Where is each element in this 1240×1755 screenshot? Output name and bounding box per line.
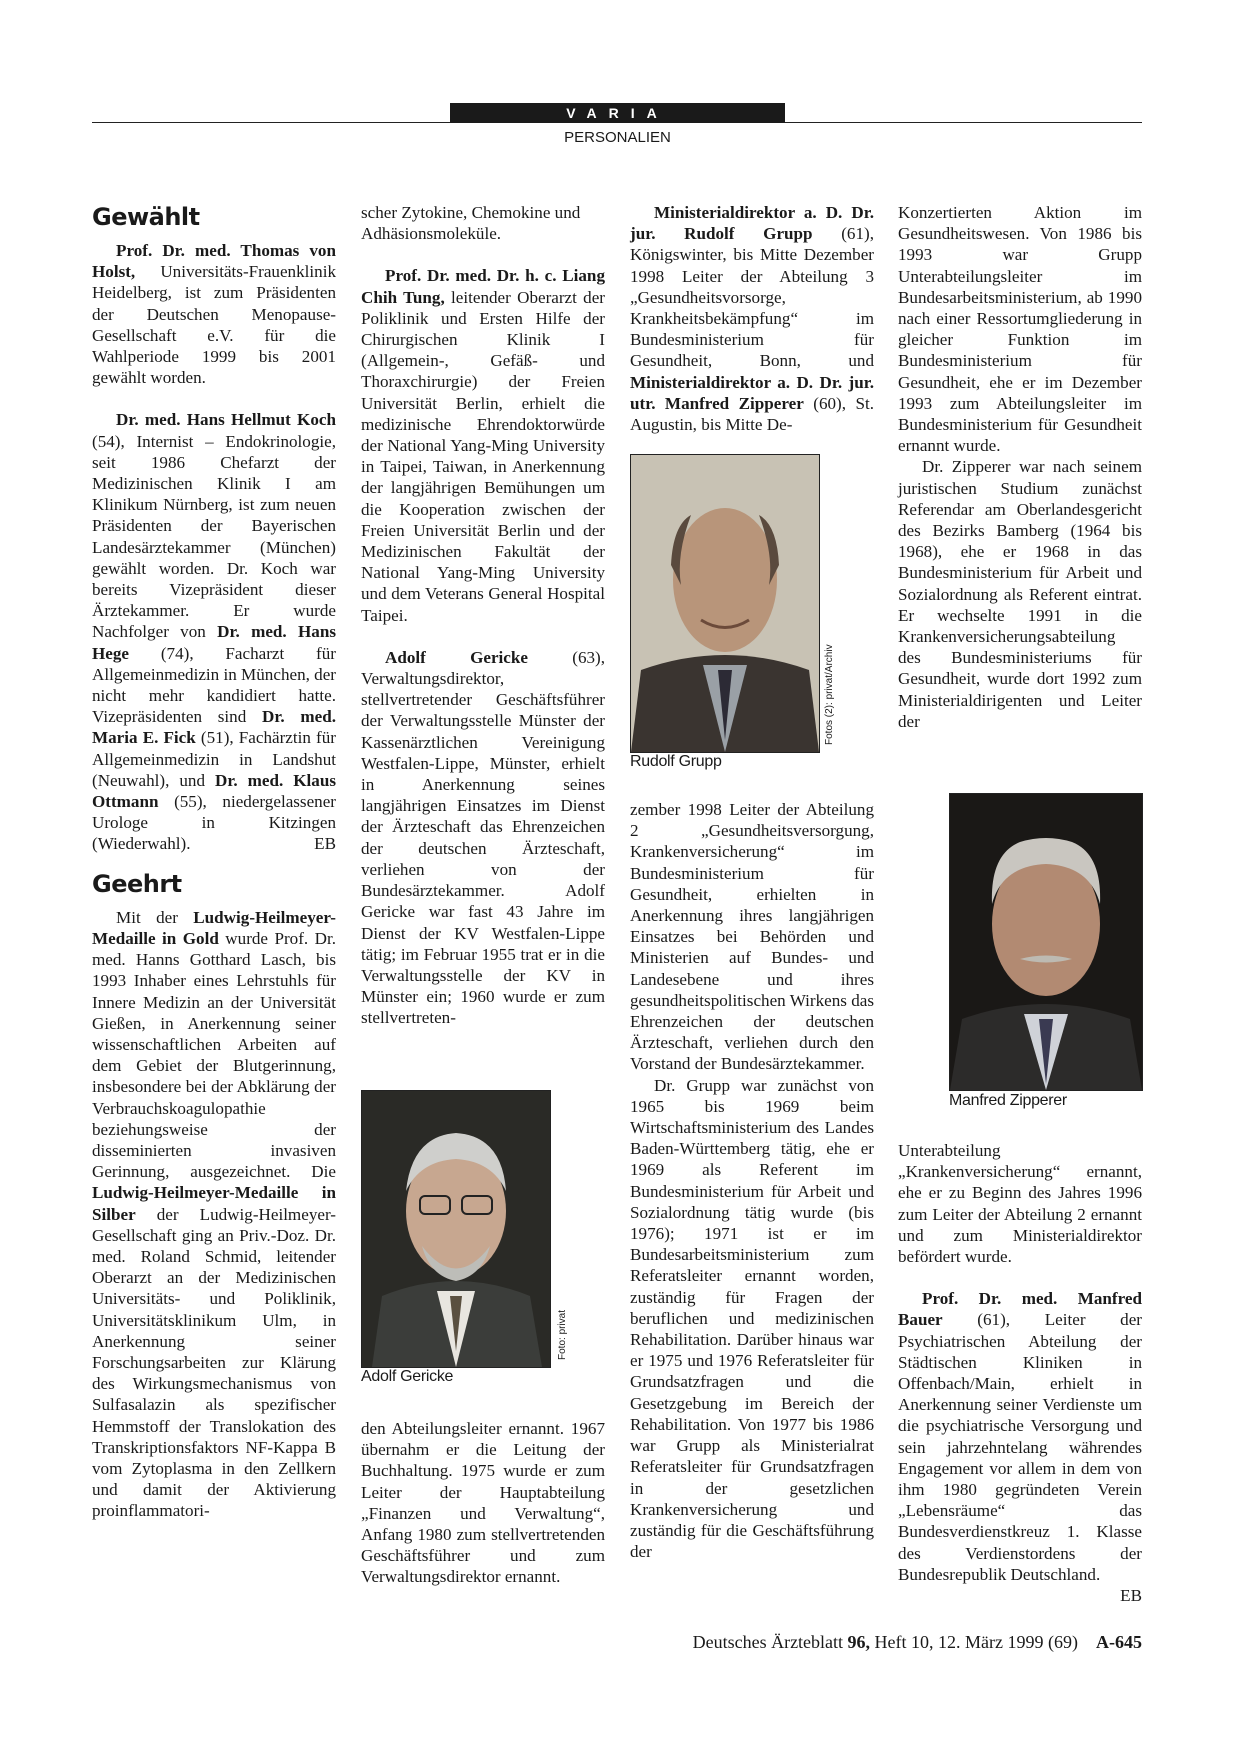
caption-rudolf-grupp: Rudolf Grupp	[630, 753, 722, 770]
column-4-continued	[898, 1140, 1142, 1606]
photo-rudolf-grupp	[630, 454, 820, 753]
author-initials-2: EB	[1120, 1586, 1142, 1606]
column-2-continued	[361, 1418, 605, 1588]
paragraph-grupp-career: Dr. Grupp war zunächst von 1965 bis 1969 beim Wirtschaftsministerium des Landes Baden-Württemberg tätig, ehe er 1969 als Referent im Bundesministerium für Arbeit und Sozialordnung tätig wurde (bis 1976); 1971 ist er im Bundesarbeitsministerium zum Referatsleiter ernannt worden, zuständig für Fragen der beruflichen und medizinischen Rehabilitation. Darüber hinaus war er 1975 und 1976 Referatsleiter für Grundsatzfragen und die Gesetzgebung im Bereich der Rehabilitation. Von 1977 bis 1986 war Grupp als Ministerialrat Referatsleiter für Grundsatzfragen in der gesetzlichen Krankenversicherung und zuständig für die Geschäftsführung der	[630, 1075, 874, 1562]
paragraph-von-holst: Prof. Dr. med. Thomas von Holst, Universitäts-Frauenklinik Heidelberg, ist zum Präsidenten der Deutschen Menopause-Gesellschaft e.V. für die Wahlperiode 1999 bis 2001 gewählt worden.	[92, 241, 336, 388]
paragraph-zytokine: scher Zytokine, Chemokine und Adhäsionsmoleküle.	[361, 203, 581, 244]
column-3	[630, 202, 874, 435]
paragraph-gericke: Adolf Gericke (63), Verwaltungsdirektor, stellvertretender Geschäftsführer der Verwaltungsstelle Münster der Kassenärztlichen Vereinigung Westfalen-Lippe, Münster, erhielt in Anerkennung seines langjährigen Einsatzes im Dienst der Ärzteschaft das Ehrenzeichen der deutschen Ärzteschaft, verliehen von der Bundesärztekammer. Adolf Gericke war fast 43 Jahre im Dienst der KV Westfalen-Lippe tätig; im Februar 1955 trat er in die Verwaltungsstelle der KV in Münster ein; 1960 wurde er zum stellvertreten-	[361, 647, 606, 1028]
photo-adolf-gericke	[361, 1090, 551, 1368]
paragraph-grupp-ehrenzeichen: zember 1998 Leiter der Abteilung 2 „Gesundheitsversorgung, Krankenversicherung“ im Bundesministerium für Gesundheit, erhielten in Anerkennung ihres langjährigen Einsatzes bei Behörden und Ministerien auf Bundes- und Landesebene und ihres gesundheitspolitischen Wirkens das Ehrenzeichen der deutschen Ärzteschaft, verliehen durch den Vorstand der Bundesärztekammer.	[630, 800, 874, 1074]
column-1	[92, 202, 336, 1522]
column-2	[361, 202, 605, 1029]
page-number: A-645	[1096, 1632, 1142, 1652]
paragraph-koch: Dr. med. Hans Hellmut Koch (54), Internist – Endokrinologie, seit 1986 Chefarzt der Medizinischen Klinik I am Klinikum Nürnberg, ist zum neuen Präsidenten der Bayerischen Landesärztekammer (München) gewählt worden. Dr. Koch war bereits Vizepräsident dieser Ärztekammer. Er wurde Nachfolger von Dr. med. Hans Hege (74), Facharzt für Allgemeinmedizin in München, der nicht mehr kandidiert hatte. Vizepräsidenten sind Dr. med. Maria E. Fick (51), Fachärztin für Allgemeinmedizin in Landshut (Neuwahl), und Dr. med. Klaus Ottmann (55), niedergelassener Urologe in Kitzingen (Wiederwahl). EB	[92, 410, 336, 854]
column-3-continued	[630, 799, 874, 1562]
paragraph-bauer: Prof. Dr. med. Manfred Bauer (61), Leiter der Psychiatrischen Abteilung der Städtischen Kliniken in Offenbach/Main, erhielt in Anerkennung seiner Verdienste um die psychiatrische Versorgung und sein jahrzehntelang währendes Engagement vor allem in dem von ihm 1980 gegründeten Verein „Lebensräume“ das Bundesverdienstkreuz 1. Klasse des Verdienstordens der Bundesrepublik Deutschland. EB	[898, 1289, 1142, 1606]
journal-name: Deutsches Ärzteblatt	[692, 1632, 848, 1652]
journal-volume: 96,	[847, 1632, 871, 1652]
photo-credit-grupp: Fotos (2): privat/Archiv	[824, 644, 835, 745]
heading-gewaehlt: Gewählt	[92, 203, 200, 231]
page-footer	[620, 1632, 1142, 1653]
subsection-label: PERSONALIEN	[564, 129, 671, 146]
paragraph-grupp-zipperer: Ministerialdirektor a. D. Dr. jur. Rudolf Grupp (61), Königswinter, bis Mitte Dezember 1998 Leiter der Abteilung 3 „Gesundheitsvorsorge, Krankheitsbekämpfung“ im Bundesministerium für Gesundheit, Bonn, und Ministerialdirektor a. D. Dr. jur. utr. Manfred Zipperer (60), St. Augustin, bis Mitte De-	[630, 203, 874, 435]
paragraph-gericke-continued: den Abteilungsleiter ernannt. 1967 übernahm er die Leitung der Buchhaltung. 1975 wurde er zum Leiter der Hauptabteilung „Finanzen und Verwaltung“, Anfang 1980 zum stellvertretenden Geschäftsführer und zum Verwaltungsdirektor ernannt.	[361, 1419, 605, 1587]
section-label: VARIA	[450, 103, 785, 123]
paragraph-zipperer-continued: Unterabteilung „Krankenversicherung“ ernannt, ehe er zu Beginn des Jahres 1996 zum Leiter der Abteilung 2 ernannt und zum Ministerialdirektor befördert wurde.	[898, 1141, 1142, 1267]
caption-adolf-gericke: Adolf Gericke	[361, 1368, 454, 1385]
paragraph-grupp-career-continued: Konzertierten Aktion im Gesundheitswesen. Von 1986 bis 1993 war Grupp Unterabteilungsleiter im Bundesarbeitsministerium, ab 1990 nach einer Ressortumgliederung in gleicher Funktion im Bundesministerium für Gesundheit, ehe er im Dezember 1993 zum Abteilungsleiter im Bundesministerium für Gesundheit ernannt wurde.	[898, 203, 1142, 456]
journal-issue: Heft 10, 12. März 1999 (69)	[870, 1632, 1078, 1652]
heading-geehrt: Geehrt	[92, 869, 182, 898]
paragraph-heilmeyer: Mit der Ludwig-Heilmeyer-Medaille in Gold wurde Prof. Dr. med. Hanns Gotthard Lasch, bis 1993 Inhaber eines Lehrstuhls für Innere Medizin an der Universität Gießen, in Anerkennung seiner wissenschaftlichen Arbeiten auf dem Gebiet der Blutgerinnung, insbesondere bei der Abklärung der Verbrauchskoagulopathie beziehungsweise der disseminierten invasiven Gerinnung, ausgezeichnet. Die Ludwig-Heilmeyer-Medaille in Silber der Ludwig-Heilmeyer-Gesellschaft ging an Priv.-Doz. Dr. med. Roland Schmid, leitender Oberarzt an der Medizinischen Universitäts- und Poliklinik, Universitätsklinikum Ulm, in Anerkennung seiner Forschungsarbeiten zur Klärung des Wirkungsmechanismus von Sulfasalazin als spezifischer Hemmstoff der Translokation des Transkriptionsfaktors NF-Kappa B vom Zytoplasma in den Zellkern und damit der Aktivierung proinflammatori-	[92, 907, 336, 1521]
photo-manfred-zipperer	[949, 793, 1143, 1091]
paragraph-zipperer-career: Dr. Zipperer war nach seinem juristischen Studium zunächst Referendar am Oberlandesgericht des Bezirks Bamberg (1964 bis 1968), ehe er 1968 in das Bundesministerium für Arbeit und Sozialordnung als Referent eintrat. Er wechselte 1991 in die Krankenversicherungsabteilung des Bundesministeriums für Gesundheit, wurde dort 1992 zum Ministerialdirigenten und Leiter der	[898, 457, 1142, 731]
caption-manfred-zipperer: Manfred Zipperer	[949, 1092, 1067, 1109]
author-initials: EB	[314, 834, 336, 854]
column-4	[898, 202, 1142, 732]
photo-credit-gericke: Foto: privat	[557, 1309, 568, 1360]
paragraph-tung: Prof. Dr. med. Dr. h. c. Liang Chih Tung, leitender Oberarzt der Poliklinik und Ersten Hilfe der Chirurgischen Klinik I (Allgemein-, Gefäß- und Thoraxchirurgie) der Freien Universität Berlin, erhielt die medizinische Ehrendoktorwürde der National Yang-Ming University in Taipei, Taiwan, in Anerkennung der langjährigen Bemühungen um die Kooperation zwischen der Freien Universität Berlin und der Medizinischen Fakultät der National Yang-Ming University und dem Veterans General Hospital Taipei.	[361, 266, 605, 625]
